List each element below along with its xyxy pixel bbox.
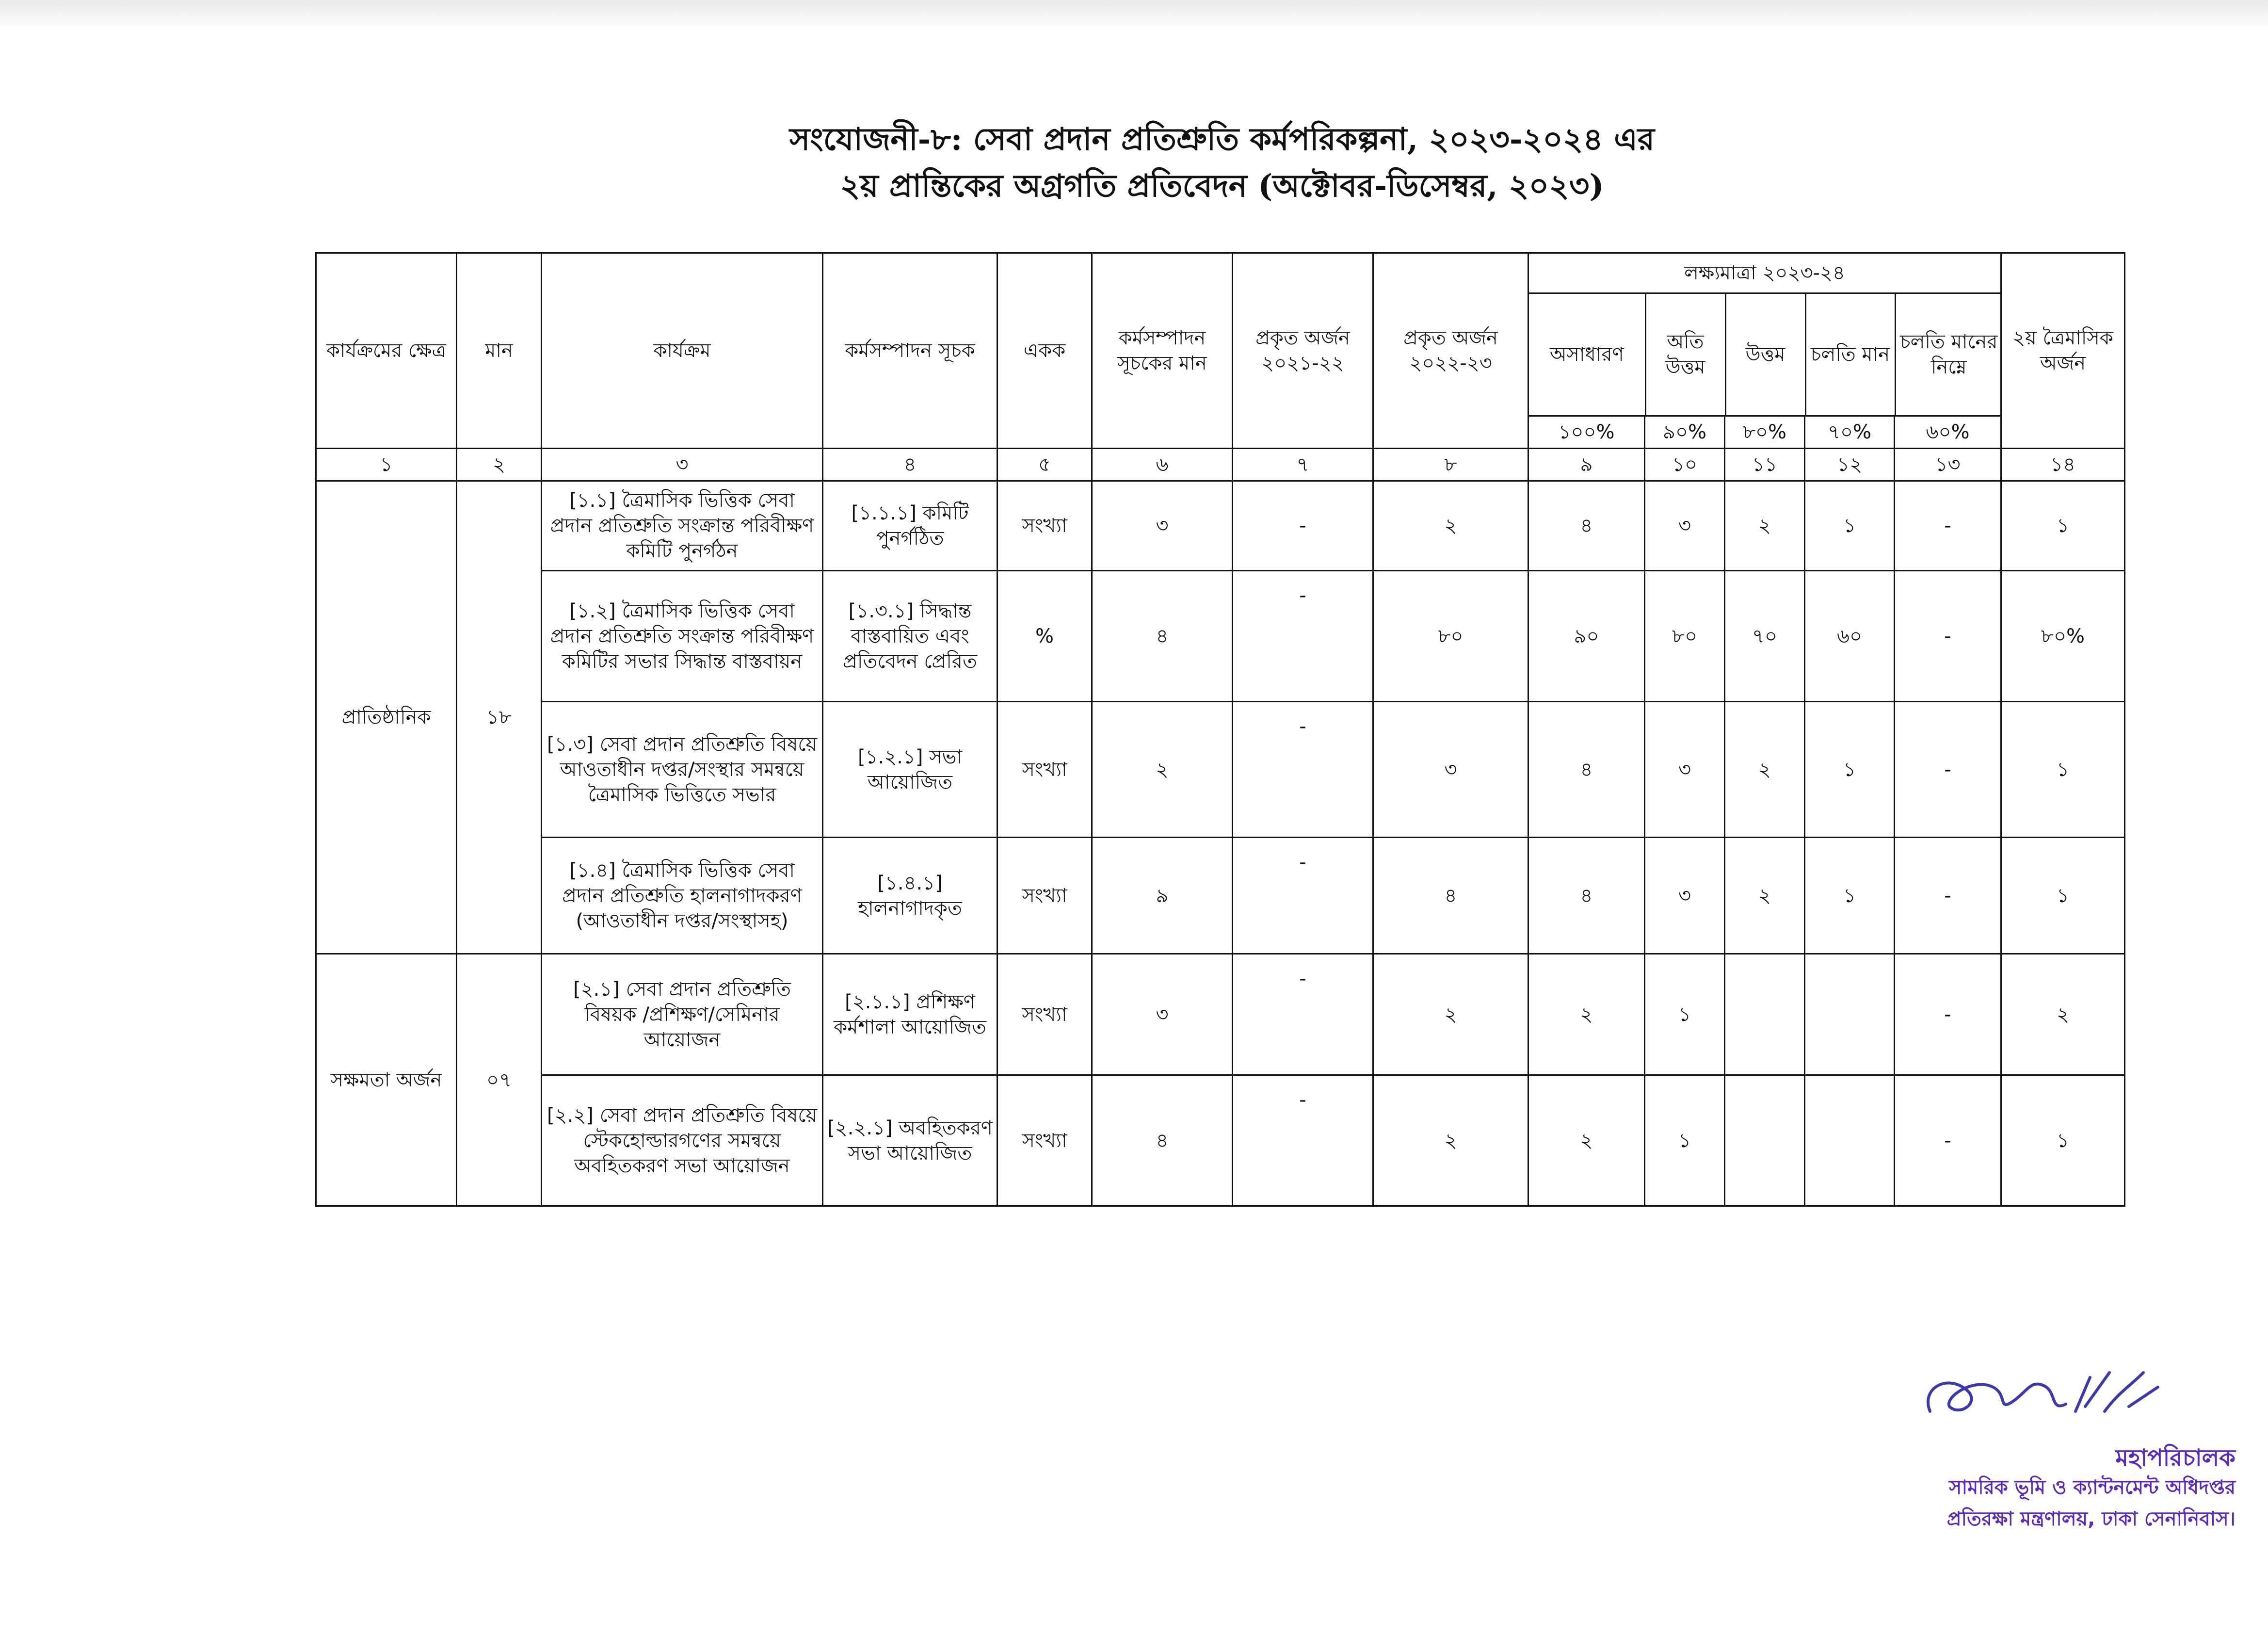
- target-fair-cell: ১: [1805, 838, 1895, 954]
- header-excellent: অসাধারণ: [1529, 294, 1645, 415]
- header-very-good: অতি উত্তম: [1645, 294, 1725, 415]
- index-cell: ১: [316, 449, 457, 481]
- unit-cell: সংখ্যা: [997, 838, 1092, 954]
- unit-cell: সংখ্যা: [997, 1075, 1092, 1206]
- action-plan-table: [315, 252, 2125, 1207]
- indicator-value-cell: ৩: [1092, 481, 1233, 571]
- activity-cell: [২.২] সেবা প্রদান প্রতিশ্রুতি বিষয়ে স্টেকহোল্ডারগণের সমন্বয়ে অবহিতকরণ সভা আয়োজন: [542, 1075, 823, 1206]
- index-cell: ৩: [542, 449, 823, 481]
- target-fair-cell: ১: [1805, 702, 1895, 838]
- index-cell: ৭: [1233, 449, 1373, 481]
- header-indicator-value: কর্মসম্পাদন সূচকের মান: [1092, 253, 1233, 449]
- pct-good: ৮০%: [1725, 416, 1805, 449]
- index-cell: ১৪: [2001, 449, 2125, 481]
- weight-institutional: ১৮: [457, 481, 542, 954]
- header-target-title: লক্ষ্যমাত্রা ২০২৩-২৪: [1529, 254, 2000, 294]
- signatory-office: সামরিক ভূমি ও ক্যান্টনমেন্ট অধিদপ্তর: [1949, 1476, 2236, 1499]
- header-q2: ২য় ত্রৈমাসিক অর্জন: [2001, 253, 2125, 449]
- actual-2022-cell: ২: [1373, 481, 1528, 571]
- pct-below-fair: ৬০%: [1895, 416, 2001, 449]
- q2-achievement-cell: ৮০%: [2001, 571, 2125, 702]
- pct-very-good: ৯০%: [1645, 416, 1725, 449]
- index-cell: ১০: [1645, 449, 1725, 481]
- signatory-designation: মহাপরিচালক: [2115, 1444, 2236, 1472]
- unit-cell: সংখ্যা: [997, 954, 1092, 1075]
- actual-2022-cell: ৩: [1373, 702, 1528, 838]
- table-row: [316, 481, 2125, 571]
- activity-cell: [১.২] ত্রৈমাসিক ভিত্তিক সেবা প্রদান প্রতিশ্রুতি সংক্রান্ত পরিবীক্ষণ কমিটির সভার সিদ্ধান্ত বাস্তবায়ন: [542, 571, 823, 702]
- index-cell: ৪: [823, 449, 997, 481]
- header-actual-2022: প্রকৃত অর্জন ২০২২-২৩: [1373, 253, 1528, 449]
- header-fair: চলতি মান: [1805, 294, 1895, 415]
- target-excellent-cell: ২: [1528, 954, 1645, 1075]
- target-good-cell: ২: [1725, 838, 1805, 954]
- area-capacity: সক্ষমতা অর্জন: [316, 954, 457, 1206]
- target-good-cell: ৭০: [1725, 571, 1805, 702]
- index-cell: ৬: [1092, 449, 1233, 481]
- target-very-good-cell: ৩: [1645, 702, 1725, 838]
- target-fair-cell: [1805, 954, 1895, 1075]
- index-cell: ১১: [1725, 449, 1805, 481]
- indicator-value-cell: ৩: [1092, 954, 1233, 1075]
- q2-achievement-cell: ১: [2001, 702, 2125, 838]
- activity-cell: [১.৪] ত্রৈমাসিক ভিত্তিক সেবা প্রদান প্রতিশ্রুতি হালনাগাদকরণ (আওতাধীন দপ্তর/সংস্থাসহ): [542, 838, 823, 954]
- indicator-cell: [২.১.১] প্রশিক্ষণ কর্মশালা আয়োজিত: [823, 954, 997, 1075]
- indicator-cell: [১.১.১] কমিটি পুনর্গঠিত: [823, 481, 997, 571]
- table-row: [316, 954, 2125, 1075]
- table-row: [316, 838, 2125, 954]
- activity-cell: [১.১] ত্রৈমাসিক ভিত্তিক সেবা প্রদান প্রতিশ্রুতি সংক্রান্ত পরিবীক্ষণ কমিটি পুনর্গঠন: [542, 481, 823, 571]
- indicator-value-cell: ৪: [1092, 571, 1233, 702]
- table-row: [316, 571, 2125, 702]
- activity-cell: [২.১] সেবা প্রদান প্রতিশ্রুতি বিষয়ক /প্রশিক্ষণ/সেমিনার আয়োজন: [542, 954, 823, 1075]
- actual-2022-cell: ৮০: [1373, 571, 1528, 702]
- target-below-fair-cell: -: [1895, 481, 2001, 571]
- table-row: [316, 1075, 2125, 1206]
- actual-2021-cell: -: [1233, 481, 1373, 571]
- indicator-cell: [১.২.১] সভা আয়োজিত: [823, 702, 997, 838]
- target-very-good-cell: ৩: [1645, 481, 1725, 571]
- q2-achievement-cell: ১: [2001, 838, 2125, 954]
- header-below-fair: চলতি মানের নিম্নে: [1900, 331, 1998, 378]
- title-line-2: ২য় প্রান্তিকের অগ্রগতি প্রতিবেদন (অক্টোবর-ডিসেম্বর, ২০২৩): [840, 168, 1604, 204]
- actual-2022-cell: ২: [1373, 1075, 1528, 1206]
- target-below-fair-cell: -: [1895, 702, 2001, 838]
- target-good-cell: [1725, 954, 1805, 1075]
- header-area: কার্যক্রমের ক্ষেত্র: [316, 253, 457, 449]
- actual-2021-cell: -: [1233, 954, 1373, 1075]
- target-fair-cell: ১: [1805, 481, 1895, 571]
- header-weight: মান: [457, 253, 542, 449]
- scan-edge: [0, 0, 2268, 29]
- target-below-fair-cell: -: [1895, 954, 2001, 1075]
- target-below-fair-cell: -: [1895, 838, 2001, 954]
- header-unit: একক: [997, 253, 1092, 449]
- target-excellent-cell: ৪: [1528, 481, 1645, 571]
- q2-achievement-cell: ২: [2001, 954, 2125, 1075]
- header-indicator: কর্মসম্পাদন সূচক: [823, 253, 997, 449]
- target-below-fair-cell: -: [1895, 571, 2001, 702]
- actual-2021-cell: -: [1233, 1075, 1373, 1206]
- unit-cell: %: [997, 571, 1092, 702]
- target-fair-cell: ৬০: [1805, 571, 1895, 702]
- target-good-cell: ২: [1725, 702, 1805, 838]
- target-very-good-cell: ১: [1645, 954, 1725, 1075]
- actual-2022-cell: ২: [1373, 954, 1528, 1075]
- indicator-cell: [১.৩.১] সিদ্ধান্ত বাস্তবায়িত এবং প্রতিবেদন প্রেরিত: [823, 571, 997, 702]
- weight-capacity: ০৭: [457, 954, 542, 1206]
- target-good-cell: ২: [1725, 481, 1805, 571]
- target-excellent-cell: ৯০: [1528, 571, 1645, 702]
- index-cell: ১৩: [1895, 449, 2001, 481]
- index-cell: ৮: [1373, 449, 1528, 481]
- pct-excellent: ১০০%: [1528, 416, 1645, 449]
- unit-cell: সংখ্যা: [997, 702, 1092, 838]
- indicator-value-cell: ৪: [1092, 1075, 1233, 1206]
- q2-achievement-cell: ১: [2001, 1075, 2125, 1206]
- title-line-1: সংযোজনী-৮: সেবা প্রদান প্রতিশ্রুতি কর্মপরিকল্পনা, ২০২৩-২০২৪ এর: [789, 121, 1655, 158]
- index-cell: ৯: [1528, 449, 1645, 481]
- handwritten-signature: [1915, 1358, 2168, 1436]
- indicator-cell: [১.৪.১] হালনাগাদকৃত: [823, 838, 997, 954]
- indicator-value-cell: ৯: [1092, 838, 1233, 954]
- index-cell: ১২: [1805, 449, 1895, 481]
- target-good-cell: [1725, 1075, 1805, 1206]
- actual-2021-cell: -: [1233, 571, 1373, 702]
- actual-2022-cell: ৪: [1373, 838, 1528, 954]
- area-institutional: প্রাতিষ্ঠানিক: [316, 481, 457, 954]
- signatory-ministry: প্রতিরক্ষা মন্ত্রণালয়, ঢাকা সেনানিবাস।: [1946, 1508, 2236, 1530]
- table-row: [316, 702, 2125, 838]
- pct-fair: ৭০%: [1805, 416, 1895, 449]
- index-cell: ৫: [997, 449, 1092, 481]
- column-index-row: [316, 449, 2125, 481]
- target-excellent-cell: ৪: [1528, 702, 1645, 838]
- actual-2021-cell: -: [1233, 702, 1373, 838]
- index-cell: ২: [457, 449, 542, 481]
- target-excellent-cell: ২: [1528, 1075, 1645, 1206]
- header-activity: কার্যক্রম: [542, 253, 823, 449]
- target-excellent-cell: ৪: [1528, 838, 1645, 954]
- indicator-cell: [২.২.১] অবহিতকরণ সভা আয়োজিত: [823, 1075, 997, 1206]
- signature-block: [1794, 1358, 2240, 1552]
- indicator-value-cell: ২: [1092, 702, 1233, 838]
- activity-cell: [১.৩] সেবা প্রদান প্রতিশ্রুতি বিষয়ে আওতাধীন দপ্তর/সংস্থার সমন্বয়ে ত্রৈমাসিক ভিত্তিতে সভার: [542, 702, 823, 838]
- target-level-headers: [1529, 294, 2002, 415]
- target-very-good-cell: ৮০: [1645, 571, 1725, 702]
- header-target-group: [1528, 253, 2001, 416]
- header-good: উত্তম: [1725, 294, 1805, 415]
- header-actual-2021: প্রকৃত অর্জন ২০২১-২২: [1233, 253, 1373, 449]
- target-very-good-cell: ১: [1645, 1075, 1725, 1206]
- target-below-fair-cell: -: [1895, 1075, 2001, 1206]
- target-fair-cell: [1805, 1075, 1895, 1206]
- q2-achievement-cell: ১: [2001, 481, 2125, 571]
- unit-cell: সংখ্যা: [997, 481, 1092, 571]
- document-title: [737, 116, 1707, 210]
- actual-2021-cell: -: [1233, 838, 1373, 954]
- target-very-good-cell: ৩: [1645, 838, 1725, 954]
